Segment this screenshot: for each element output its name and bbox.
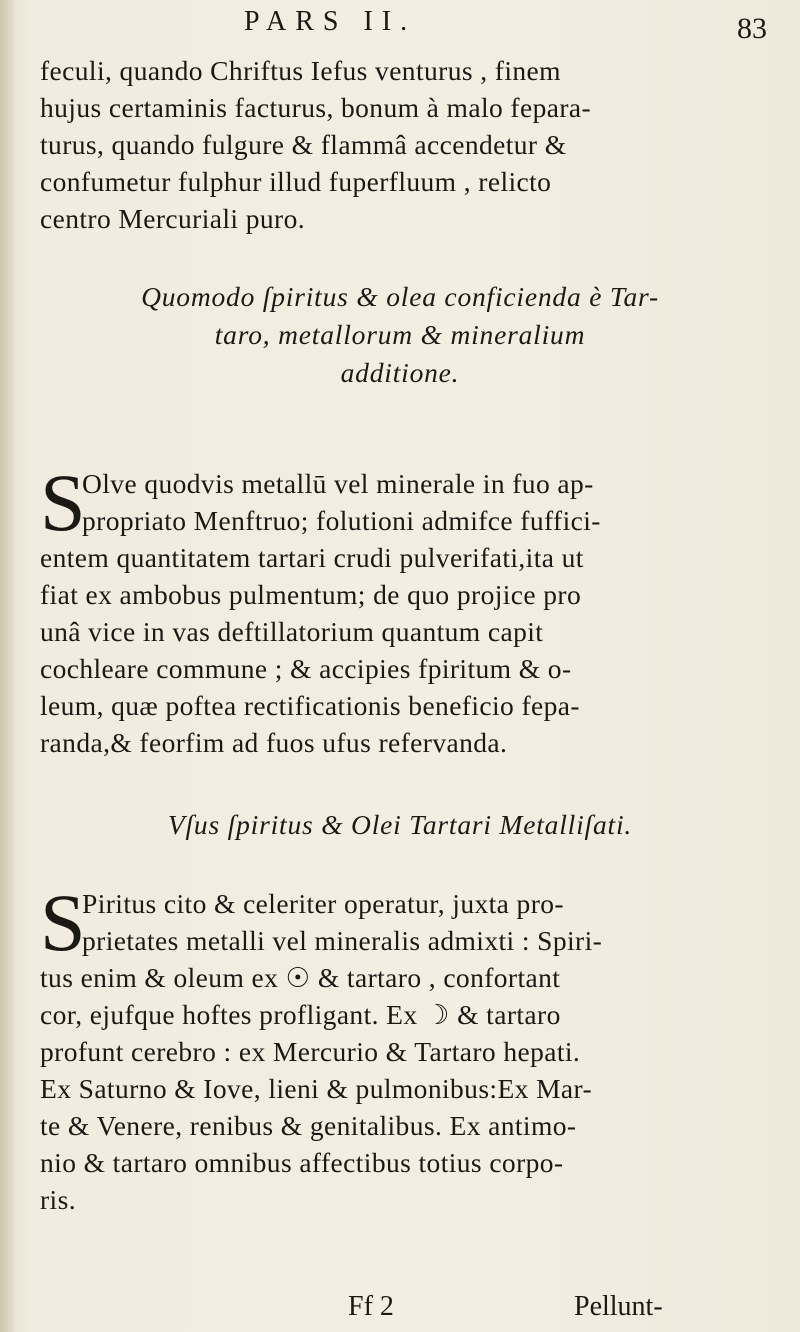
page-gutter-shadow xyxy=(0,0,14,1332)
running-head: PARS II. xyxy=(244,6,417,37)
drop-cap: S xyxy=(40,877,86,968)
heading-line: Vſus ſpiritus & Olei Tartari Metalliſati. xyxy=(167,809,633,840)
page-number: 83 xyxy=(737,12,767,45)
signature-mark: Ff 2 xyxy=(348,1291,394,1322)
text-line: turus, quando fulgure & flammâ accendetur & xyxy=(40,129,567,160)
text-line: prietates metalli vel mineralis admixti : Spiri- xyxy=(82,925,603,956)
text-line: entem quantitatem tartari crudi pulverifati,ita ut xyxy=(40,542,584,573)
heading-line: additione. xyxy=(340,357,460,388)
text-line: centro Mercuriali puro. xyxy=(40,203,305,234)
text-line: hujus certaminis facturus, bonum à malo fepara- xyxy=(40,92,592,123)
text-line: profunt cerebro : ex Mercurio & Tartaro hepati. xyxy=(40,1036,581,1067)
text-line: cor, ejufque hoftes profligant. Ex ☽ & tartaro xyxy=(40,999,561,1030)
text-line: feculi, quando Chriftus Iefus venturus , finem xyxy=(40,55,561,86)
text-line: leum, quæ poftea rectificationis beneficio fepa- xyxy=(40,690,580,721)
text-line: te & Venere, renibus & genitalibus. Ex antimo- xyxy=(40,1110,577,1141)
text-line: propriato Menftruo; folutioni admifce fuffici- xyxy=(82,505,601,536)
text-line: fiat ex ambobus pulmentum; de quo projice pro xyxy=(40,579,582,610)
text-line: nio & tartaro omnibus affectibus totius corpo- xyxy=(40,1147,564,1178)
section-heading-preparation xyxy=(30,278,770,392)
text-line: unâ vice in vas deftillatorium quantum capit xyxy=(40,616,544,647)
text-line: randa,& feorfim ad fuos ufus refervanda. xyxy=(40,727,508,758)
heading-line: taro, metallorum & mineralium xyxy=(214,319,586,350)
text-line: tus enim & oleum ex ☉ & tartaro , confortant xyxy=(40,962,561,993)
section-heading-usage xyxy=(30,806,770,844)
catchword: Pellunt- xyxy=(574,1291,663,1322)
text-line: Ex Saturno & Iove, lieni & pulmonibus:Ex Mar- xyxy=(40,1073,593,1104)
text-line: cochleare commune ; & accipies fpiritum & o- xyxy=(40,653,572,684)
drop-cap: S xyxy=(40,457,86,548)
text-line: Piritus cito & celeriter operatur, juxta pro- xyxy=(82,888,564,919)
text-line: ris. xyxy=(40,1184,76,1215)
heading-line: Quomodo ſpiritus & olea conficienda è Tar- xyxy=(141,281,659,312)
paragraph-continued xyxy=(40,52,770,237)
text-line: Olve quodvis metallū vel minerale in fuo ap- xyxy=(82,468,594,499)
text-line: confumetur fulphur illud fuperfluum , relicto xyxy=(40,166,552,197)
